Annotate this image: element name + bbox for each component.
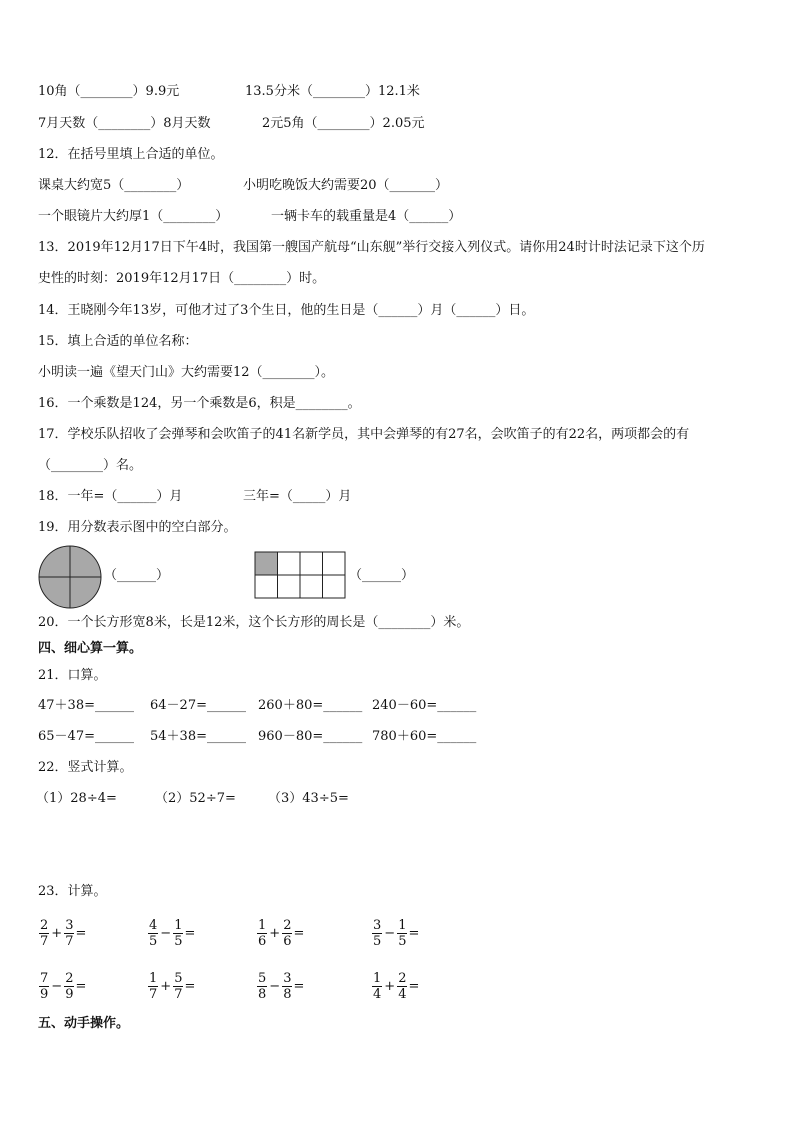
denominator: 6 xyxy=(283,934,292,949)
operator: + xyxy=(269,926,281,941)
grid-cell xyxy=(323,575,346,598)
denominator: 4 xyxy=(373,987,382,1002)
grid-cell xyxy=(300,552,323,575)
unit-item: 一辆卡车的载重量是4（______） xyxy=(271,209,462,224)
denominator: 8 xyxy=(258,987,267,1002)
operator: + xyxy=(160,979,172,994)
oral-calc-item: 64－27=______ xyxy=(150,698,246,713)
fraction xyxy=(173,971,183,1002)
denominator: 7 xyxy=(149,987,158,1002)
numerator: 1 xyxy=(149,971,158,986)
question-13-line2: 史性的时刻：2019年12月17日（________）时。 xyxy=(38,271,326,286)
equals-sign: = xyxy=(75,926,87,941)
operator: − xyxy=(384,926,396,941)
vertical-calc-item: （2）52÷7= xyxy=(155,791,236,806)
denominator: 5 xyxy=(398,934,407,949)
question-17-line1: 17．学校乐队招收了会弹琴和会吹笛子的41名新学员，其中会弹琴的有27名，会吹笛子的有22名，两项都会的有 xyxy=(38,427,690,442)
numerator: 1 xyxy=(398,918,407,933)
oral-calc-item: 260＋80=______ xyxy=(258,698,363,713)
section-5-heading: 五、动手操作。 xyxy=(38,1016,130,1031)
question-17-line2: （________）名。 xyxy=(38,458,143,473)
numerator: 5 xyxy=(174,971,183,986)
denominator: 9 xyxy=(65,987,74,1002)
compare-item: 10角（________）9.9元 xyxy=(38,84,180,99)
question-21-title: 21．口算。 xyxy=(38,668,107,683)
fraction xyxy=(372,918,382,949)
oral-calc-item: 47＋38=______ xyxy=(38,698,134,713)
denominator: 4 xyxy=(398,987,407,1002)
numerator: 3 xyxy=(65,918,74,933)
oral-calc-item: 54＋38=______ xyxy=(150,729,246,744)
answer-blank: （______） xyxy=(104,568,170,583)
fraction-expression xyxy=(147,918,195,949)
operator: + xyxy=(51,926,63,941)
section-4-heading: 四、细心算一算。 xyxy=(38,641,143,656)
fraction xyxy=(173,918,183,949)
unit-item: 课桌大约宽5（________） xyxy=(38,178,190,193)
denominator: 6 xyxy=(258,934,267,949)
oral-calc-item: 240－60=______ xyxy=(372,698,477,713)
operator: − xyxy=(269,979,281,994)
question-12-title: 12．在括号里填上合适的单位。 xyxy=(38,147,224,162)
denominator: 5 xyxy=(174,934,183,949)
compare-item: 7月天数（________）8月天数 xyxy=(38,116,211,131)
question-18-item: 18．一年=（______）月 xyxy=(38,489,183,504)
fraction xyxy=(64,971,74,1002)
answer-blank: （______） xyxy=(349,568,415,583)
denominator: 9 xyxy=(40,987,49,1002)
equals-sign: = xyxy=(184,926,196,941)
fraction xyxy=(257,918,267,949)
operator: + xyxy=(384,979,396,994)
fraction xyxy=(397,971,407,1002)
question-14: 14．王晓刚今年13岁，可他才过了3个生日，他的生日是（______）月（______）日。 xyxy=(38,303,535,318)
fraction xyxy=(372,971,382,1002)
numerator: 3 xyxy=(283,971,292,986)
question-20: 20．一个长方形宽8米，长是12米，这个长方形的周长是（________）米。 xyxy=(38,615,470,630)
grid-cell xyxy=(278,575,301,598)
numerator: 2 xyxy=(283,918,292,933)
equals-sign: = xyxy=(184,979,196,994)
grid-cell xyxy=(278,552,301,575)
numerator: 5 xyxy=(258,971,267,986)
circle-figure xyxy=(37,544,103,610)
operator: − xyxy=(160,926,172,941)
numerator: 2 xyxy=(65,971,74,986)
unit-item: 一个眼镜片大约厚1（________） xyxy=(38,209,229,224)
equals-sign: = xyxy=(75,979,87,994)
grid-cell xyxy=(300,575,323,598)
denominator: 7 xyxy=(65,934,74,949)
question-19-title: 19．用分数表示图中的空白部分。 xyxy=(38,520,237,535)
question-13-line1: 13．2019年12月17日下午4时，我国第一艘国产航母“山东舰”举行交接入列仪式。请你用24时计时法记录下这个历 xyxy=(38,240,705,255)
question-23-title: 23．计算。 xyxy=(38,884,107,899)
question-15-line: 小明读一遍《望天门山》大约需要12（________）。 xyxy=(38,365,335,380)
numerator: 1 xyxy=(373,971,382,986)
equals-sign: = xyxy=(408,926,420,941)
numerator: 3 xyxy=(373,918,382,933)
denominator: 5 xyxy=(373,934,382,949)
numerator: 2 xyxy=(40,918,49,933)
numerator: 1 xyxy=(258,918,267,933)
fraction-expression xyxy=(371,971,419,1002)
grid-cell xyxy=(323,552,346,575)
fraction xyxy=(148,971,158,1002)
fraction xyxy=(64,918,74,949)
equals-sign: = xyxy=(293,926,305,941)
fraction xyxy=(282,971,292,1002)
equals-sign: = xyxy=(293,979,305,994)
denominator: 5 xyxy=(149,934,158,949)
fraction-expression xyxy=(371,918,419,949)
grid-cell xyxy=(255,575,278,598)
fraction-expression xyxy=(256,971,304,1002)
oral-calc-item: 960－80=______ xyxy=(258,729,363,744)
unit-item: 小明吃晚饭大约需要20（_______） xyxy=(243,178,449,193)
grid-cell xyxy=(255,552,278,575)
fraction-expression xyxy=(38,971,86,1002)
vertical-calc-item: （3）43÷5= xyxy=(268,791,349,806)
fraction-expression xyxy=(256,918,304,949)
grid-figure xyxy=(254,551,346,599)
equals-sign: = xyxy=(408,979,420,994)
vertical-calc-item: （1）28÷4= xyxy=(36,791,117,806)
fraction xyxy=(282,918,292,949)
oral-calc-item: 780＋60=______ xyxy=(372,729,477,744)
numerator: 4 xyxy=(149,918,158,933)
operator: − xyxy=(51,979,63,994)
oral-calc-item: 65－47=______ xyxy=(38,729,134,744)
numerator: 2 xyxy=(398,971,407,986)
question-15-title: 15．填上合适的单位名称： xyxy=(38,334,198,349)
fraction-expression xyxy=(38,918,86,949)
compare-item: 2元5角（________）2.05元 xyxy=(262,116,425,131)
question-18-item: 三年=（_____）月 xyxy=(243,489,352,504)
denominator: 8 xyxy=(283,987,292,1002)
question-22-title: 22．竖式计算。 xyxy=(38,760,133,775)
fraction xyxy=(39,971,49,1002)
fraction-expression xyxy=(147,971,195,1002)
numerator: 7 xyxy=(40,971,49,986)
compare-item: 13.5分米（________）12.1米 xyxy=(245,84,420,99)
numerator: 1 xyxy=(174,918,183,933)
denominator: 7 xyxy=(40,934,49,949)
fraction xyxy=(148,918,158,949)
fraction xyxy=(257,971,267,1002)
denominator: 7 xyxy=(174,987,183,1002)
question-16: 16．一个乘数是124，另一个乘数是6，积是________。 xyxy=(38,396,361,411)
fraction xyxy=(39,918,49,949)
fraction xyxy=(397,918,407,949)
